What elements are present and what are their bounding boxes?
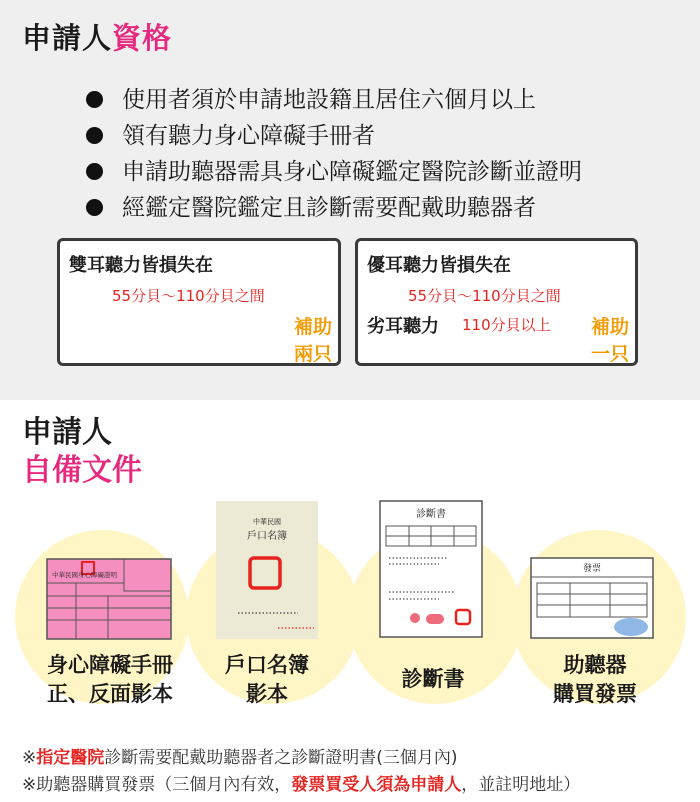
list-item: 申請助聽器需具身心障礙鑑定醫院診斷並證明 [86, 154, 582, 190]
book-title-text: 戶口名簿 [247, 531, 287, 542]
subsidy-label: 補助 [590, 316, 629, 338]
weak-ear-label: 劣耳聽力 [367, 316, 439, 337]
invoice-icon [530, 557, 654, 639]
eligibility-list [86, 82, 582, 226]
db-range: 55分貝～110分貝之間 [112, 287, 265, 305]
box-title: 優耳聽力皆損失在 [367, 255, 511, 276]
note-invoice: ※助聽器購買發票（三個月內有效，發票買受人須為申請人，並註明地址） [22, 775, 581, 795]
paper-title-text: 診斷書 [416, 509, 446, 520]
disability-card-icon [46, 558, 172, 640]
card-label: 中華民國身心障礙證明 [52, 571, 117, 579]
bullet-icon [86, 91, 103, 108]
note-hospital: ※指定醫院診斷需要配戴助聽器者之診斷證明書(三個月內) [22, 748, 458, 768]
doc-caption: 助聽器 購買發票 [553, 653, 637, 706]
eligibility-section [0, 0, 700, 400]
doc-caption: 戶口名簿 影本 [225, 653, 309, 706]
eligibility-title: 申請人資格 [22, 21, 173, 55]
doc-caption: 診斷書 [401, 667, 465, 691]
box-title: 雙耳聽力皆損失在 [69, 255, 213, 276]
db-range: 55分貝～110分貝之間 [408, 287, 561, 305]
household-register-icon [216, 501, 318, 639]
doc-caption: 身心障礙手冊 正、反面影本 [47, 653, 173, 706]
bullet-icon [86, 127, 103, 144]
weak-ear-value: 110分貝以上 [462, 316, 551, 334]
subsidy-count: 一只 [590, 343, 629, 365]
both-ears-box [57, 238, 341, 366]
diagnosis-certificate-icon [379, 500, 483, 638]
subsidy-label: 補助 [293, 316, 332, 338]
list-item: 領有聽力身心障礙手冊者 [86, 118, 582, 154]
documents-title: 申請人 自備文件 [22, 415, 142, 488]
list-item: 經鑑定醫院鑑定且診斷需要配戴助聽器者 [86, 190, 582, 226]
list-item: 使用者須於申請地設籍且居住六個月以上 [86, 82, 582, 118]
subsidy-count: 兩只 [293, 343, 332, 365]
bullet-icon [86, 199, 103, 216]
paper-title-text: 發票 [582, 564, 602, 574]
bullet-icon [86, 163, 103, 180]
book-top-text: 中華民國 [253, 518, 281, 526]
better-ear-box [355, 238, 638, 366]
